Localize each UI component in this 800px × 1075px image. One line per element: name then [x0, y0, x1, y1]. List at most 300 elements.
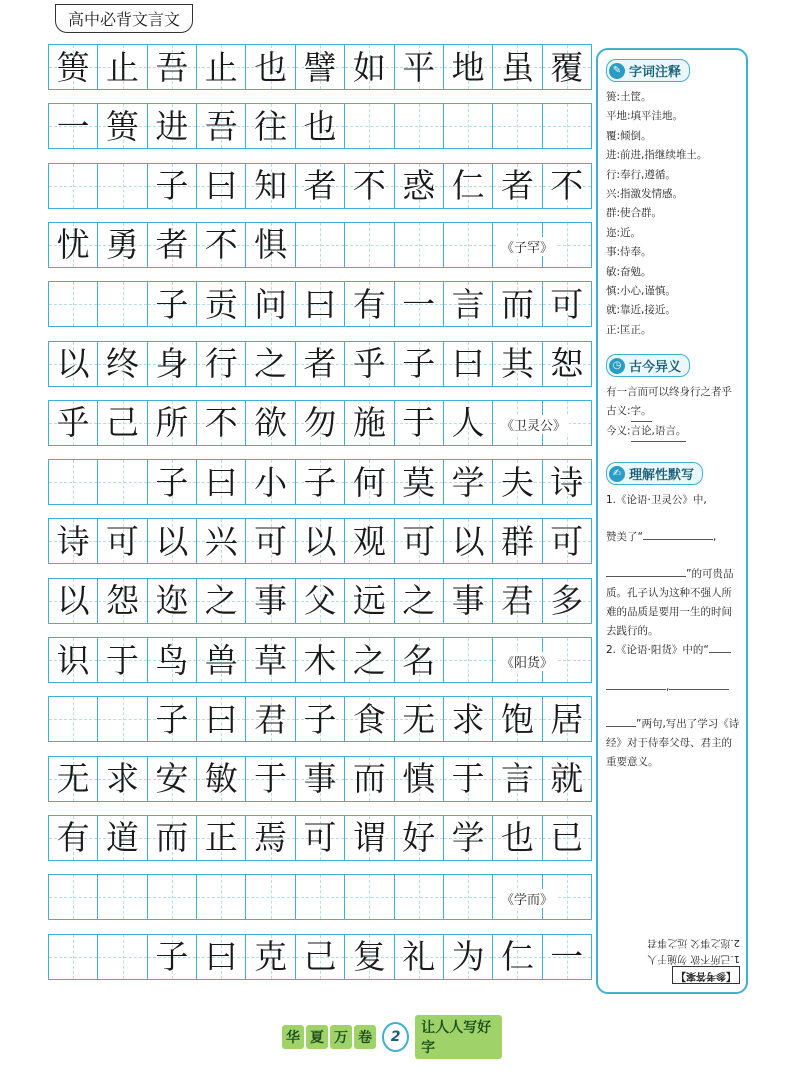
- cell-character: 贡: [204, 284, 238, 324]
- grid-cell: [197, 223, 246, 267]
- sidebar-panel: [596, 48, 748, 994]
- cell-character: 之: [254, 344, 288, 383]
- grid-cell: [197, 45, 246, 89]
- grid-cell: [493, 460, 542, 504]
- glossary-item: 进:前进,指继续堆土。: [606, 149, 708, 162]
- grid-cell: [98, 697, 147, 741]
- answer-2: 2.迩之事父 远之事君: [647, 937, 740, 948]
- grid-cell: [148, 342, 197, 386]
- question-2-comma: ,: [666, 681, 670, 694]
- dictation-heading: [606, 462, 703, 485]
- grid-cell: [148, 401, 197, 445]
- source-citation: 《子罕》: [498, 237, 556, 256]
- cell-character: 安: [155, 759, 189, 799]
- cell-character: 好: [402, 818, 436, 858]
- grid-cell: [49, 282, 98, 326]
- grid-cell: [148, 757, 197, 801]
- cell-character: 勇: [106, 225, 140, 265]
- grid-row: [48, 459, 592, 505]
- grid-cell: [197, 401, 246, 445]
- grid-row: [48, 756, 592, 802]
- cell-character: 施: [352, 403, 386, 443]
- cell-character: 也: [303, 106, 337, 146]
- question-2-rest: [606, 715, 740, 772]
- grid-cell: [246, 104, 295, 148]
- answer-blank-1a[interactable]: [643, 539, 713, 540]
- grid-cell: [543, 816, 592, 860]
- grid-cell: [395, 875, 444, 919]
- grid-cell: [493, 282, 542, 326]
- glossary-item: 正:匡正。: [606, 323, 652, 336]
- cell-character: 迩: [155, 581, 189, 621]
- answer-blank-1b[interactable]: [606, 576, 686, 577]
- question-1-praise-text: 赞美了“: [606, 531, 643, 544]
- cell-character: 仁: [500, 937, 534, 976]
- cell-character: 求: [106, 759, 140, 799]
- grid-cell: [148, 816, 197, 860]
- cell-character: 多: [550, 581, 584, 621]
- cell-character: 曰: [204, 699, 238, 739]
- grid-cell: [98, 935, 147, 979]
- cell-character: 子: [155, 699, 189, 739]
- answer-blank-2d[interactable]: [606, 726, 636, 727]
- grid-cell: [296, 45, 345, 89]
- cell-character: 忧: [56, 225, 90, 265]
- grid-cell: [98, 164, 147, 208]
- grid-cell: [49, 164, 98, 208]
- grid-cell: [49, 223, 98, 267]
- cell-character: 莫: [402, 462, 436, 502]
- glossary-item: 敏:奋勉。: [606, 265, 652, 278]
- cell-character: 身: [155, 344, 189, 383]
- cell-character: 诗: [56, 521, 90, 561]
- grid-cell: [49, 460, 98, 504]
- grid-cell: [49, 757, 98, 801]
- cell-character: 学: [451, 462, 485, 502]
- grid-cell: [197, 104, 246, 148]
- cell-character: 兽: [204, 640, 238, 680]
- grid-cell: [493, 342, 542, 386]
- cell-character: 者: [500, 166, 534, 206]
- grid-cell: [49, 697, 98, 741]
- grid-cell: [444, 45, 493, 89]
- cell-character: 者: [303, 166, 337, 206]
- grid-cell: [197, 519, 246, 563]
- source-citation: 《学而》: [498, 889, 556, 908]
- grid-cell: [493, 104, 542, 148]
- glossary-heading: [606, 59, 690, 82]
- grid-cell: [148, 460, 197, 504]
- grid-cell: [49, 935, 98, 979]
- cell-character: 君: [500, 581, 534, 621]
- source-citation: 《卫灵公》: [498, 415, 569, 434]
- grid-cell: [543, 757, 592, 801]
- grid-cell: [148, 45, 197, 89]
- cell-character: 止: [106, 47, 140, 87]
- grid-cell: [543, 45, 592, 89]
- grid-cell: [246, 875, 295, 919]
- cell-character: 如: [352, 47, 386, 87]
- cell-character: 也: [254, 47, 288, 87]
- cell-character: 以: [155, 521, 189, 561]
- grid-cell: [98, 282, 147, 326]
- cell-character: 进: [155, 106, 189, 146]
- cell-character: 谓: [352, 818, 386, 858]
- grid-cell: [296, 164, 345, 208]
- grid-row: [48, 518, 592, 564]
- cell-character: 兴: [204, 521, 238, 561]
- grid-cell: [543, 342, 592, 386]
- cell-character: 之: [204, 581, 238, 621]
- answer-1: 1.己所不欲 勿施于人: [647, 953, 740, 964]
- cell-character: 群: [500, 521, 534, 561]
- cell-character: 鸟: [155, 640, 189, 680]
- cell-character: 不: [352, 166, 386, 206]
- grid-row: [48, 341, 592, 387]
- glossary-item: 覆:倾倒。: [606, 129, 652, 142]
- cell-character: 曰: [303, 284, 337, 324]
- grid-cell: [543, 164, 592, 208]
- grid-cell: [395, 697, 444, 741]
- cell-character: 子: [155, 166, 189, 206]
- grid-cell: [444, 282, 493, 326]
- grid-cell: [246, 757, 295, 801]
- glossary-item: 篑:土筐。: [606, 91, 652, 103]
- grid-cell: [246, 579, 295, 623]
- question-1-after: ”的可贵品质。孔子认为这种不强人所难的品质是要用一生的时间去践行的。: [606, 568, 734, 638]
- cell-character: 事: [254, 581, 288, 621]
- grid-cell: [543, 282, 592, 326]
- grid-cell: [345, 638, 394, 682]
- grid-cell: [296, 757, 345, 801]
- cell-character: 怨: [106, 581, 140, 621]
- modern-label: 今义:: [606, 425, 631, 438]
- grid-cell: [493, 935, 542, 979]
- cell-character: 惧: [254, 225, 288, 265]
- grid-cell: [296, 401, 345, 445]
- cell-character: 而: [500, 284, 534, 324]
- grid-cell: [296, 875, 345, 919]
- cell-character: 子: [303, 699, 337, 739]
- question-2-after: ”两句,写出了学习《诗经》对于侍奉父母、君主的重要意义。: [606, 718, 740, 769]
- grid-cell: [493, 579, 542, 623]
- reference-answers: [604, 936, 740, 984]
- cell-character: 曰: [204, 937, 238, 976]
- grid-cell: [197, 875, 246, 919]
- cell-character: 子: [155, 462, 189, 502]
- cell-character: 人: [451, 403, 485, 443]
- grid-cell: [148, 223, 197, 267]
- cell-character: 草: [254, 640, 288, 680]
- question-2-intro-text: 2.《论语·阳货》中的“: [606, 644, 709, 657]
- cell-character: 有: [352, 284, 386, 324]
- grid-cell: [49, 401, 98, 445]
- grid-cell: [197, 935, 246, 979]
- grid-cell: [148, 697, 197, 741]
- answer-blank-2a[interactable]: [709, 652, 731, 653]
- grid-cell: [395, 282, 444, 326]
- grid-cell: [543, 935, 592, 979]
- grid-cell: [148, 935, 197, 979]
- grid-cell: [345, 164, 394, 208]
- brand-character: 夏: [306, 1025, 328, 1049]
- grid-cell: [246, 638, 295, 682]
- question-1-comma: ,: [712, 531, 717, 544]
- grid-cell: [543, 579, 592, 623]
- cell-character: 而: [155, 818, 189, 858]
- grid-cell: [493, 757, 542, 801]
- grid-cell: [345, 757, 394, 801]
- grid-cell: [98, 460, 147, 504]
- variation-title: 古今异义: [629, 360, 682, 376]
- grid-cell: [98, 519, 147, 563]
- cell-character: 曰: [204, 462, 238, 502]
- grid-cell: [345, 45, 394, 89]
- grid-cell: [296, 519, 345, 563]
- grid-cell: [296, 282, 345, 326]
- cell-character: 曰: [204, 166, 238, 206]
- cell-character: 父: [303, 581, 337, 621]
- grid-cell: [395, 164, 444, 208]
- cell-character: 以: [451, 521, 485, 561]
- cell-character: 何: [352, 462, 386, 502]
- cell-character: 一: [56, 106, 90, 146]
- cell-character: 于: [451, 759, 485, 799]
- cell-character: 食: [352, 699, 386, 739]
- answer-label: 【参考答案】: [672, 966, 740, 984]
- cell-character: 者: [155, 225, 189, 265]
- ancient-value: 字。: [631, 402, 652, 422]
- grid-cell: [148, 519, 197, 563]
- cell-character: 可: [550, 521, 584, 561]
- cell-character: 饱: [500, 699, 534, 739]
- grid-cell: [395, 519, 444, 563]
- grid-cell: [345, 223, 394, 267]
- grid-row: [48, 281, 592, 327]
- grid-cell: [148, 875, 197, 919]
- cell-character: 可: [254, 521, 288, 561]
- cell-character: 于: [402, 403, 436, 443]
- footer-brand: [282, 1025, 376, 1049]
- cell-character: 无: [56, 759, 90, 799]
- cell-character: 一: [402, 284, 436, 324]
- page-number: 2: [382, 1022, 409, 1052]
- cell-character: 勿: [303, 403, 337, 443]
- grid-cell: [444, 519, 493, 563]
- grid-cell: [98, 223, 147, 267]
- glossary-title: 字词注释: [629, 65, 682, 80]
- glossary-item: 迩:近。: [606, 226, 642, 239]
- cell-character: 言: [451, 284, 485, 324]
- grid-cell: [49, 104, 98, 148]
- book-icon: ✎: [609, 63, 625, 79]
- grid-cell: [444, 223, 493, 267]
- cell-character: 恕: [550, 344, 584, 383]
- answer-blank-2c[interactable]: [669, 689, 729, 690]
- cell-character: 子: [402, 344, 436, 383]
- cell-character: 仁: [451, 166, 485, 206]
- cell-character: 已: [550, 818, 584, 858]
- cell-character: 小: [254, 462, 288, 502]
- grid-cell: [345, 579, 394, 623]
- grid-cell: [98, 579, 147, 623]
- grid-cell: [49, 45, 98, 89]
- glossary-item: 就:靠近,接近。: [606, 304, 676, 317]
- grid-cell: [345, 816, 394, 860]
- modern-meaning: [606, 422, 740, 442]
- cell-character: 吾: [155, 47, 189, 87]
- cell-character: 礼: [402, 937, 436, 976]
- cell-character: 正: [204, 818, 238, 858]
- grid-cell: [296, 104, 345, 148]
- cell-character: 以: [56, 344, 90, 383]
- grid-cell: [345, 342, 394, 386]
- grid-cell: [197, 638, 246, 682]
- cell-character: 譬: [303, 47, 337, 87]
- cell-character: 为: [451, 937, 485, 976]
- cell-character: 平: [402, 47, 436, 87]
- grid-row: [48, 578, 592, 624]
- grid-cell: [296, 460, 345, 504]
- grid-row: [48, 815, 592, 861]
- grid-cell: [98, 45, 147, 89]
- grid-cell: [345, 697, 394, 741]
- cell-character: 不: [204, 403, 238, 443]
- grid-cell: [49, 638, 98, 682]
- grid-cell: [246, 697, 295, 741]
- cell-character: 虽: [500, 47, 534, 87]
- question-2-mid: [606, 678, 740, 697]
- grid-cell: [246, 460, 295, 504]
- grid-cell: [197, 579, 246, 623]
- grid-cell: [543, 460, 592, 504]
- cell-character: 之: [352, 640, 386, 680]
- grid-row: [48, 934, 592, 980]
- cell-character: 以: [56, 581, 90, 621]
- cell-character: 一: [550, 937, 584, 976]
- chat-icon: ✍: [609, 466, 625, 482]
- grid-cell: [246, 519, 295, 563]
- grid-cell: [493, 519, 542, 563]
- grid-cell: [49, 342, 98, 386]
- clock-icon: ◷: [609, 358, 625, 374]
- question-1-rest: [606, 565, 740, 641]
- grid-cell: [395, 579, 444, 623]
- grid-cell: [197, 282, 246, 326]
- cell-character: 事: [303, 759, 337, 799]
- glossary-item: 慎:小心,谨慎。: [606, 285, 676, 298]
- grid-cell: [543, 104, 592, 148]
- grid-cell: [49, 519, 98, 563]
- glossary-item: 群:使合群。: [606, 207, 663, 220]
- grid-cell: [345, 935, 394, 979]
- grid-cell: [296, 816, 345, 860]
- cell-character: 曰: [451, 344, 485, 383]
- question-1-intro: 1.《论语·卫灵公》中,: [606, 494, 707, 507]
- grid-cell: [444, 935, 493, 979]
- grid-cell: [345, 401, 394, 445]
- cell-character: 可: [303, 818, 337, 858]
- grid-cell: [49, 816, 98, 860]
- grid-cell: [395, 816, 444, 860]
- cell-character: 木: [303, 640, 337, 680]
- cell-character: 诗: [550, 462, 584, 502]
- grid-cell: [395, 638, 444, 682]
- grid-cell: [493, 45, 542, 89]
- grid-row: [48, 44, 592, 90]
- cell-character: 覆: [550, 47, 584, 87]
- grid-cell: [493, 164, 542, 208]
- grid-cell: [296, 579, 345, 623]
- cell-character: 事: [451, 581, 485, 621]
- glossary-item: 行:奉行,遵循。: [606, 168, 676, 181]
- cell-character: 夫: [500, 462, 534, 502]
- footer-banner: [282, 1020, 502, 1056]
- glossary-list: [606, 88, 740, 340]
- grid-cell: [444, 816, 493, 860]
- cell-character: 其: [500, 344, 534, 383]
- grid-cell: [98, 757, 147, 801]
- cell-character: 所: [155, 403, 189, 443]
- cell-character: 于: [106, 640, 140, 680]
- variation-phrase: 有一言而可以终身行之者乎: [606, 386, 732, 399]
- grid-cell: [444, 697, 493, 741]
- cell-character: 之: [402, 581, 436, 621]
- grid-cell: [543, 519, 592, 563]
- cell-character: 不: [550, 166, 584, 206]
- grid-cell: [148, 104, 197, 148]
- grid-cell: [246, 45, 295, 89]
- grid-cell: [444, 104, 493, 148]
- cell-character: 往: [254, 106, 288, 146]
- cell-character: 而: [352, 759, 386, 799]
- page-title: 高中必背文言文: [55, 4, 193, 33]
- cell-character: 克: [254, 937, 288, 976]
- cell-character: 敏: [204, 759, 238, 799]
- cell-character: 也: [500, 818, 534, 858]
- cell-character: 可: [402, 521, 436, 561]
- grid-cell: [345, 104, 394, 148]
- source-citation: 《阳货》: [498, 652, 556, 671]
- modern-value: 言论,语言。: [631, 422, 687, 442]
- grid-cell: [98, 104, 147, 148]
- glossary-item: 平地:填平洼地。: [606, 110, 684, 123]
- cell-character: 知: [254, 166, 288, 206]
- cell-character: 不: [204, 225, 238, 265]
- cell-character: 篑: [106, 106, 140, 146]
- grid-cell: [296, 935, 345, 979]
- grid-cell: [493, 816, 542, 860]
- cell-character: 以: [303, 521, 337, 561]
- cell-character: 于: [254, 759, 288, 799]
- grid-cell: [543, 697, 592, 741]
- grid-row: [48, 696, 592, 742]
- grid-row: [48, 103, 592, 149]
- grid-cell: [296, 697, 345, 741]
- glossary-item: 兴:指激发情感。: [606, 188, 684, 201]
- cell-character: 吾: [204, 106, 238, 146]
- grid-cell: [395, 935, 444, 979]
- answer-blank-2b[interactable]: [606, 689, 666, 690]
- question-2-intro: [606, 641, 740, 660]
- ancient-meaning: [606, 402, 740, 422]
- cell-character: 子: [155, 937, 189, 976]
- grid-cell: [395, 45, 444, 89]
- question-1-praise: [606, 528, 740, 547]
- grid-cell: [395, 460, 444, 504]
- footer-slogan: 让人人写好字: [415, 1015, 502, 1059]
- grid-cell: [395, 223, 444, 267]
